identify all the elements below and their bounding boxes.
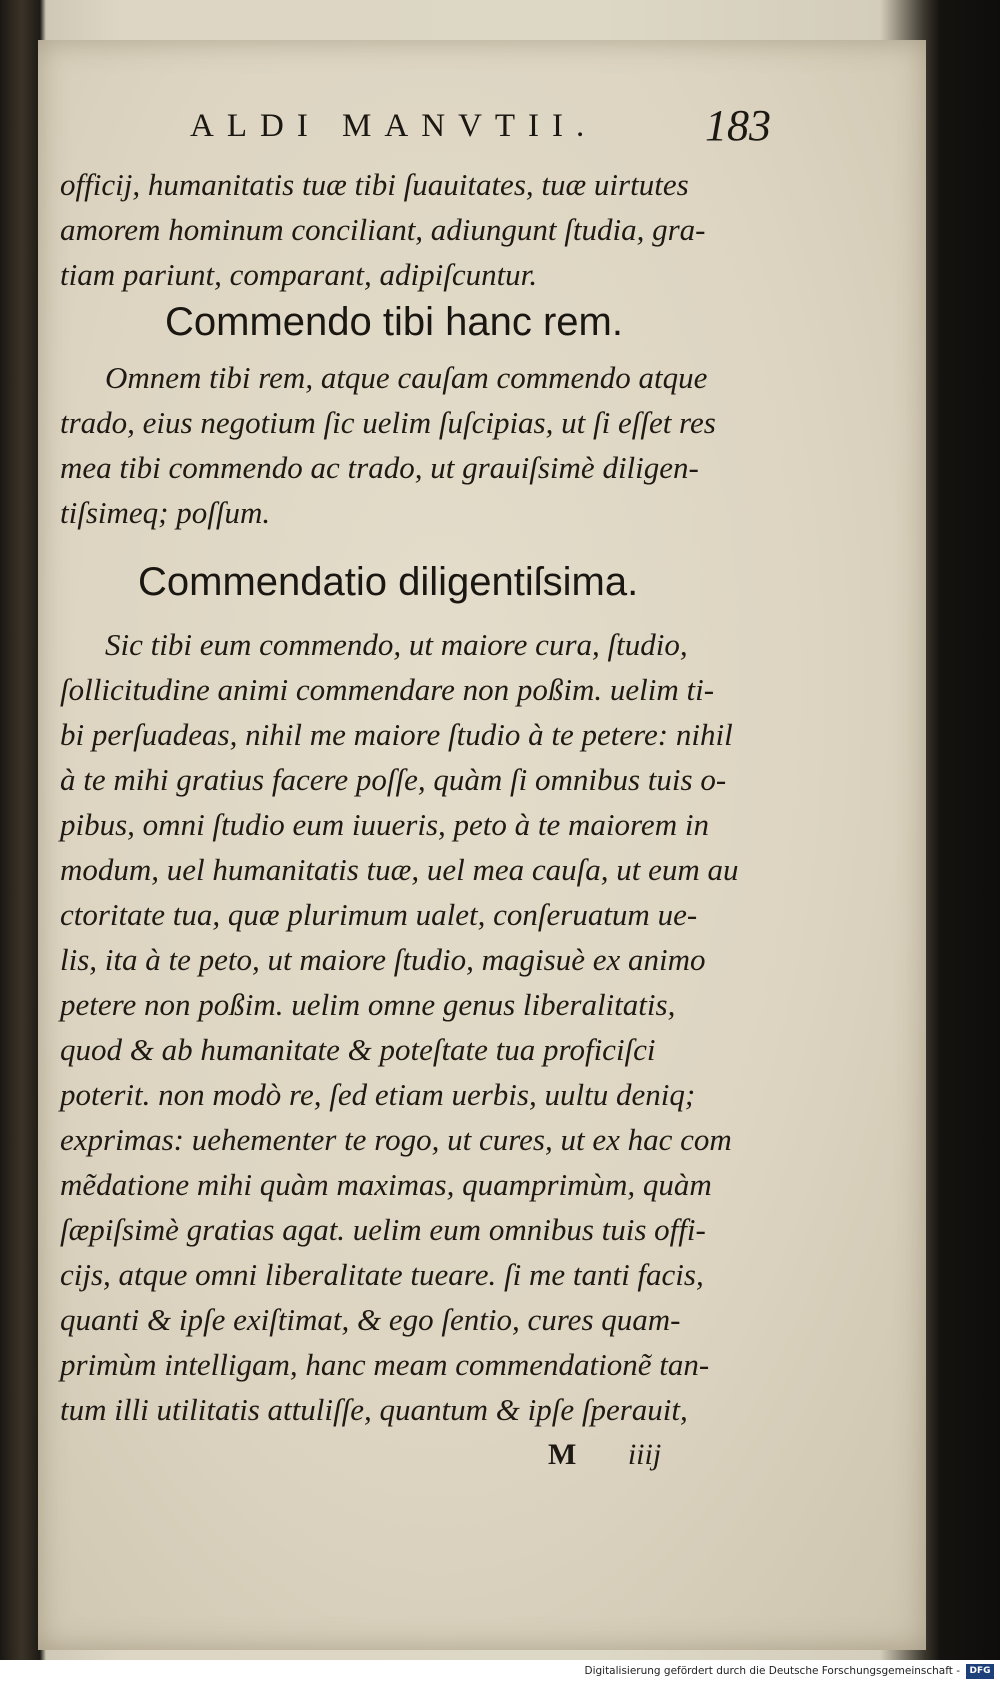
section-1-paragraph [60,355,780,535]
text-line: tiam pariunt, comparant, adipiſcuntur. [60,257,538,292]
signature-numeral: iiij [627,1438,662,1471]
signature-mark [548,1438,661,1472]
text-line: tiſsimeq; poſſum. [60,495,271,530]
dfg-logo: DFG [966,1664,994,1679]
text-line: officij, humanitatis tuæ tibi ſuauitates, tuæ uirtutes [60,167,689,202]
text-line: bi perſuadeas, nihil me maiore ſtudio à te petere: nihil [60,717,733,752]
page-header [190,101,790,158]
text-line: tum illi utilitatis attuliſſe, quantum & ipſe ſperauit, [60,1392,688,1427]
running-head: ALDI MANVTII. [190,108,598,144]
footer-bar [0,1660,1000,1685]
text-line: lis, ita à te peto, ut maiore ſtudio, magisuè ex animo [60,942,706,977]
text-line: poterit. non modò re, ſed etiam uerbis, uultu deniq; [60,1077,696,1112]
text-line: modum, uel humanitatis tuæ, uel mea cauſa, ut eum au [60,852,739,887]
page-number: 183 [705,101,771,150]
text-line: trado, eius negotium ſic uelim ſuſcipias, ut ſi eſſet res [60,405,716,440]
text-line: ſollicitudine animi commendare non poßim. uelim ti- [60,672,715,707]
text-line: cijs, atque omni liberalitate tueare. ſi me tanti facis, [60,1257,704,1292]
text-line: primùm intelligam, hanc meam commendationẽ tan- [60,1347,710,1382]
text-line: quanti & ipſe exiſtimat, & ego ſentio, cures quam- [60,1302,681,1337]
text-line: quod & ab humanitate & poteſtate tua proficiſci [60,1032,656,1067]
text-line: mea tibi commendo ac trado, ut grauiſsimè diligen- [60,450,699,485]
text-line: Sic tibi eum commendo, ut maiore cura, ſtudio, [105,627,688,662]
section-heading-2: Commendatio diligentiſsima. [138,560,639,604]
section-2-paragraph [60,622,780,1432]
text-line: à te mihi gratius facere poſſe, quàm ſi omnibus tuis o- [60,762,727,797]
text-line: amorem hominum conciliant, adiungunt ſtudia, gra- [60,212,706,247]
text-line: Omnem tibi rem, atque cauſam commendo atque [105,360,708,395]
section-heading-1: Commendo tibi hanc rem. [165,300,623,344]
opening-paragraph [60,162,780,297]
text-line: petere non poßim. uelim omne genus liberalitatis, [60,987,676,1022]
text-line: ctoritate tua, quæ plurimum ualet, conſeruatum ue- [60,897,698,932]
funding-credit: Digitalisierung gefördert durch die Deutsche Forschungsgemeinschaft - [584,1665,960,1677]
text-line: ſæpiſsimè gratias agat. uelim eum omnibus tuis offi- [60,1212,706,1247]
text-line: mẽdatione mihi quàm maximas, quamprimùm, quàm [60,1167,712,1202]
signature-letter: M [548,1438,577,1471]
text-line: exprimas: uehementer te rogo, ut cures, ut ex hac com [60,1122,732,1157]
text-line: pibus, omni ſtudio eum iuueris, peto à te maiorem in [60,807,709,842]
